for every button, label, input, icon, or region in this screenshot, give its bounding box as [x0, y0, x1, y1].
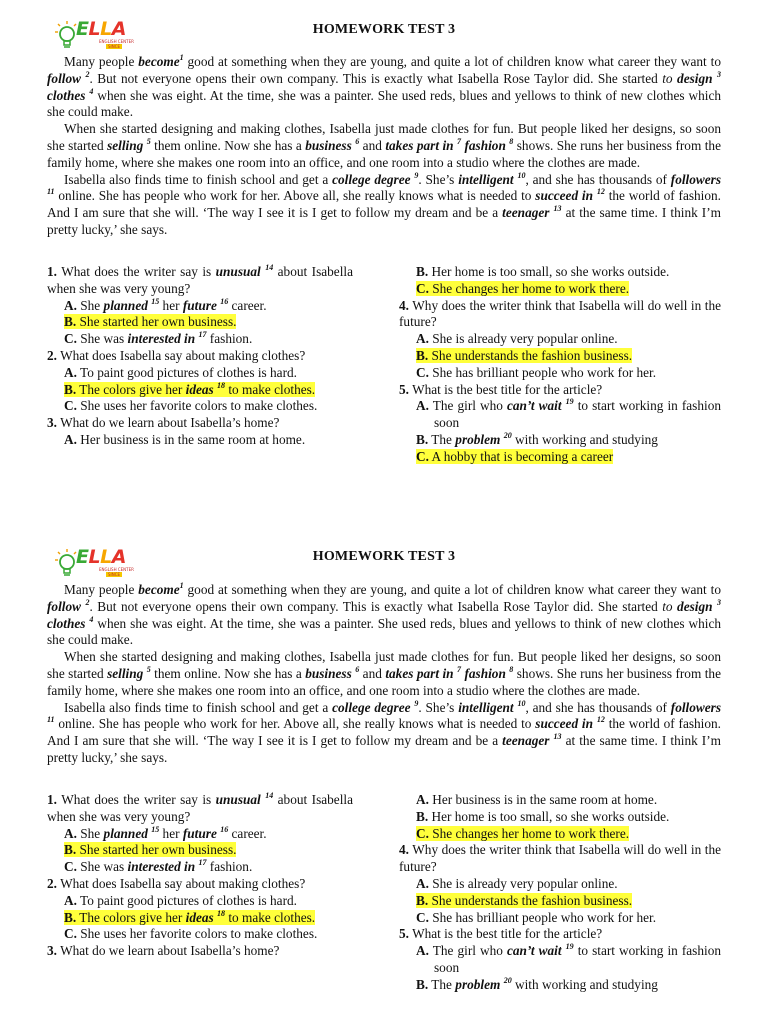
keyword: college degree — [332, 699, 411, 715]
answer-option: A. She is already very popular online. — [416, 875, 618, 891]
footnote-number: 10 — [517, 170, 526, 180]
highlighted-answer: B. She understands the fashion business. — [416, 347, 633, 363]
question: 1. What does the writer say is unusual $^{14}$ about Isabella when she was very young? — [47, 263, 353, 296]
option-letter: A. — [416, 792, 429, 807]
highlighted-answer: C. She changes her home to work there. — [416, 280, 630, 296]
option-letter: B. — [416, 431, 429, 447]
option-letter: B. — [64, 314, 77, 330]
answer-option: C. She was interested in $^{17}$ fashion. — [64, 330, 253, 347]
answer-option — [47, 314, 353, 331]
keyword: planned — [103, 297, 148, 313]
logo-tagline: ENGLISH CENTER — [99, 39, 134, 44]
footnote-number: 7 — [457, 664, 461, 674]
footnote-number: 20 — [503, 430, 512, 440]
keyword: become — [138, 54, 180, 69]
logo-letter: L — [100, 546, 112, 568]
highlighted-answer: C. She changes her home to work there. — [416, 825, 630, 841]
logo-letter: A — [111, 18, 126, 40]
footnote-number: 2 — [85, 69, 90, 79]
keyword: interested in — [127, 859, 196, 875]
option-letter: B. — [64, 909, 77, 925]
passage-paragraph: Many people become$^1$ good at something when they are young, and quite a lot of children know what career they want to follow $^2$. But not everyone opens their own company. This is exactly what Isabella Rose Taylor did. She started to design $^3$ clothes $^4$ when she was eight. At the time, she was a painter. She used reds, blues and yellows to think of new clothes which she could make. — [47, 53, 721, 120]
option-letter: B. — [64, 842, 77, 858]
keyword: selling — [107, 137, 144, 153]
reading-passage — [47, 582, 721, 767]
keyword: interested in — [127, 331, 196, 347]
keyword: clothes — [47, 615, 86, 631]
question-number: 3. — [47, 943, 57, 959]
page-title: HOMEWORK TEST 3 — [312, 549, 456, 564]
option-letter: B. — [416, 892, 429, 908]
option-letter: C. — [416, 364, 429, 380]
highlighted-answer: B. She started her own business. — [64, 842, 237, 858]
question-number: 1. — [47, 264, 57, 279]
option-letter: A. — [416, 331, 429, 347]
keyword: intelligent — [458, 699, 514, 715]
option-letter: A. — [416, 398, 429, 414]
question: 5. What is the best title for the article? — [399, 381, 603, 397]
keyword: ideas — [185, 909, 214, 925]
footnote-number: 19 — [565, 942, 574, 952]
keyword: follow — [47, 598, 81, 614]
logo-tagline: ENGLISH CENTER — [99, 567, 134, 572]
keyword: problem — [455, 431, 501, 447]
footnote-number: 1 — [179, 581, 184, 590]
option-letter: C. — [64, 859, 77, 875]
answer-option — [47, 382, 353, 399]
keyword: follow — [47, 70, 81, 86]
answer-option — [47, 910, 353, 927]
answer-option: C. She uses her favorite colors to make clothes. — [64, 398, 318, 414]
question: 4. Why does the writer think that Isabella will do well in the future? — [399, 842, 721, 875]
highlighted-answer: B. The colors give her ideas $^{18}$ to make clothes. — [64, 908, 316, 925]
keyword: unusual — [215, 264, 261, 279]
question-number: 5. — [399, 926, 409, 942]
keyword: followers — [670, 171, 721, 187]
keyword: followers — [670, 699, 721, 715]
logo-tagline-2: SINCE — [108, 44, 121, 49]
keyword: design — [677, 598, 713, 614]
keyword: can’t wait — [507, 943, 562, 959]
footnote-number: 10 — [517, 698, 526, 708]
keyword: ideas — [185, 381, 214, 397]
option-letter: A. — [64, 825, 77, 841]
question-number: 5. — [399, 381, 409, 397]
option-letter: C. — [416, 909, 429, 925]
passage-paragraph: Many people become$^1$ good at something when they are young, and quite a lot of children know what career they want to follow $^2$. But not everyone opens their own company. This is exactly what Isabella Rose Taylor did. She started to design $^3$ clothes $^4$ when she was eight. At the time, she was a painter. She used reds, blues and yellows to think of new clothes which she could make. — [47, 581, 721, 648]
question: 3. What do we learn about Isabella’s home? — [47, 415, 280, 431]
highlighted-answer: B. The colors give her ideas $^{18}$ to make clothes. — [64, 380, 316, 397]
footnote-number: 18 — [217, 380, 226, 390]
question-number: 2. — [47, 347, 57, 363]
footnote-number: 8 — [509, 136, 514, 146]
answer-option — [399, 348, 721, 365]
option-letter: B. — [416, 347, 429, 363]
passage-paragraph: When she started designing and making clothes, Isabella just made clothes for fun. But people liked her designs, so soon she started selling $^5$ them online. Now she has a business $^6$ and takes part in $^7$ fashion $^8$ shows. She runs her business from the family home, where she makes one room into an office, and one room into a studio where the clothes are made. — [47, 121, 721, 170]
questions-right-column — [399, 264, 721, 466]
answer-option: B. Her home is too small, so she works outside. — [416, 808, 670, 824]
keyword: succeed in — [535, 716, 594, 732]
question: 3. What do we learn about Isabella’s home? — [47, 943, 280, 959]
keyword: selling — [107, 665, 144, 681]
footnote-number: 17 — [198, 858, 207, 868]
answer-option: B. The problem $^{20}$ with working and studying — [416, 430, 658, 447]
keyword: teenager — [502, 205, 550, 221]
question-number: 4. — [399, 842, 409, 858]
footnote-number: 12 — [596, 187, 605, 197]
footnote-number: 16 — [220, 296, 229, 306]
highlighted-answer: B. She started her own business. — [64, 314, 237, 330]
keyword: future — [182, 825, 217, 841]
answer-option: C. She was interested in $^{17}$ fashion. — [64, 858, 253, 875]
footnote-number: 3 — [717, 597, 721, 607]
answer-option: A. She planned $^{15}$ her future $^{16}$ career. — [64, 824, 267, 841]
logo-tagline-2: SINCE — [108, 572, 121, 577]
keyword: business — [305, 665, 352, 681]
option-letter: A. — [64, 892, 77, 908]
question: 5. What is the best title for the article? — [399, 926, 603, 942]
option-letter: B. — [64, 381, 77, 397]
answer-option — [399, 281, 721, 298]
question: 4. Why does the writer think that Isabella will do well in the future? — [399, 297, 721, 330]
footnote-number: 4 — [89, 614, 94, 624]
question-number: 4. — [399, 297, 409, 313]
footnote-number: 9 — [414, 170, 419, 180]
keyword: intelligent — [458, 171, 514, 187]
keyword: planned — [103, 825, 148, 841]
option-letter: C. — [416, 280, 429, 296]
option-letter: B. — [416, 976, 429, 992]
answer-option: A. To paint good pictures of clothes is hard. — [64, 364, 297, 380]
keyword: business — [305, 137, 352, 153]
keyword: clothes — [47, 87, 86, 103]
option-letter: B. — [416, 264, 429, 279]
footnote-number: 11 — [47, 187, 55, 197]
answer-option: C. She has brilliant people who work for her. — [416, 909, 657, 925]
option-letter: A. — [64, 297, 77, 313]
keyword: fashion — [464, 665, 506, 681]
answer-option — [399, 449, 721, 466]
option-letter: C. — [64, 926, 77, 942]
answer-option: A. The girl who can’t wait $^{19}$ to start working in fashion soon — [416, 942, 721, 975]
keyword: become — [138, 582, 180, 597]
page-title: HOMEWORK TEST 3 — [312, 22, 456, 37]
answer-option: A. She planned $^{15}$ her future $^{16}$ career. — [64, 296, 267, 313]
option-letter: C. — [416, 825, 429, 841]
footnote-number: 5 — [146, 136, 151, 146]
footnote-number: 12 — [596, 715, 605, 725]
questions-left-column — [47, 792, 353, 960]
keyword: fashion — [464, 137, 506, 153]
question: 1. What does the writer say is unusual $^{14}$ about Isabella when she was very young? — [47, 791, 353, 824]
italic-text: to — [662, 70, 673, 86]
answer-option: A. To paint good pictures of clothes is hard. — [64, 892, 297, 908]
keyword: college degree — [332, 171, 411, 187]
footnote-number: 6 — [355, 664, 360, 674]
option-letter: A. — [416, 943, 429, 959]
questions-left-column — [47, 264, 353, 449]
footnote-number: 11 — [47, 715, 55, 725]
answer-option: A. The girl who can’t wait $^{19}$ to start working in fashion soon — [416, 397, 721, 431]
footnote-number: 20 — [503, 975, 512, 985]
answer-option: A. Her business is in the same room at home. — [416, 792, 658, 807]
option-letter: A. — [64, 364, 77, 380]
reading-passage — [47, 54, 721, 239]
footnote-number: 16 — [220, 824, 229, 834]
answer-option: A. Her business is in the same room at home. — [64, 431, 306, 447]
answer-option — [47, 842, 353, 859]
question-number: 1. — [47, 792, 57, 807]
footnote-number: 5 — [146, 664, 151, 674]
footnote-number: 17 — [198, 330, 207, 340]
passage-paragraph: Isabella also finds time to finish school and get a college degree $^9$. She’s intelligent $^{10}$, and she has thousands of followers $^{11}$ online. She has people who work for her. Above all, she really knows what is needed to succeed in $^{12}$ the world of fashion. And I am sure that she will. ‘The way I see it is I get to follow my dream and be a teenager $^{13}$ at the same time. I think I’m pretty lucky,’ she says. — [47, 170, 721, 237]
footnote-number: 3 — [717, 69, 721, 79]
footnote-number: 15 — [151, 824, 160, 834]
footnote-number: 9 — [414, 698, 419, 708]
footnote-number: 8 — [509, 664, 514, 674]
keyword: problem — [455, 976, 501, 992]
logo-letter: L — [100, 18, 112, 40]
answer-option: A. She is already very popular online. — [416, 331, 618, 347]
footnote-number: 15 — [151, 296, 160, 306]
question: 2. What does Isabella say about making clothes? — [47, 875, 306, 891]
footnote-number: 1 — [179, 53, 184, 62]
answer-option — [399, 893, 721, 910]
footnote-number: 14 — [265, 263, 274, 272]
option-letter: A. — [416, 875, 429, 891]
logo-letter: E — [76, 546, 89, 568]
option-letter: C. — [64, 398, 77, 414]
footnote-number: 13 — [553, 732, 562, 742]
highlighted-answer: B. She understands the fashion business. — [416, 892, 633, 908]
question-number: 2. — [47, 875, 57, 891]
option-letter: C. — [64, 331, 77, 347]
footnote-number: 7 — [457, 136, 461, 146]
logo-letter: L — [88, 546, 101, 568]
answer-option — [399, 826, 721, 843]
footnote-number: 13 — [553, 204, 562, 214]
logo-letter: L — [88, 18, 101, 40]
keyword: takes part in — [385, 665, 454, 681]
option-letter: C. — [416, 448, 429, 464]
answer-option: B. The problem $^{20}$ with working and studying — [416, 975, 658, 992]
footnote-number: 19 — [565, 397, 574, 407]
keyword: succeed in — [535, 188, 594, 204]
italic-text: to — [662, 598, 673, 614]
option-letter: A. — [64, 431, 77, 447]
answer-option: B. Her home is too small, so she works outside. — [416, 264, 670, 279]
keyword: future — [182, 297, 217, 313]
footnote-number: 6 — [355, 136, 360, 146]
keyword: design — [677, 70, 713, 86]
questions-right-column — [399, 792, 721, 994]
footnote-number: 4 — [89, 86, 94, 96]
keyword: can’t wait — [507, 398, 562, 414]
keyword: teenager — [502, 733, 550, 749]
footnote-number: 18 — [217, 908, 226, 918]
keyword: takes part in — [385, 137, 454, 153]
logo-letter: E — [76, 18, 89, 40]
passage-paragraph: Isabella also finds time to finish school and get a college degree $^9$. She’s intelligent $^{10}$, and she has thousands of followers $^{11}$ online. She has people who work for her. Above all, she really knows what is needed to succeed in $^{12}$ the world of fashion. And I am sure that she will. ‘The way I see it is I get to follow my dream and be a teenager $^{13}$ at the same time. I think I’m pretty lucky,’ she says. — [47, 698, 721, 765]
question: 2. What does Isabella say about making clothes? — [47, 347, 306, 363]
footnote-number: 2 — [85, 597, 90, 607]
logo-letter: A — [111, 546, 126, 568]
highlighted-answer: C. A hobby that is becoming a career — [416, 448, 614, 464]
answer-option: C. She has brilliant people who work for her. — [416, 364, 657, 380]
passage-paragraph: When she started designing and making clothes, Isabella just made clothes for fun. But people liked her designs, so soon she started selling $^5$ them online. Now she has a business $^6$ and takes part in $^7$ fashion $^8$ shows. She runs her business from the family home, where she makes one room into an office, and one room into a studio where the clothes are made. — [47, 649, 721, 698]
answer-option: C. She uses her favorite colors to make clothes. — [64, 926, 318, 942]
keyword: unusual — [215, 792, 261, 807]
footnote-number: 14 — [265, 791, 274, 800]
question-number: 3. — [47, 415, 57, 431]
option-letter: B. — [416, 808, 429, 824]
